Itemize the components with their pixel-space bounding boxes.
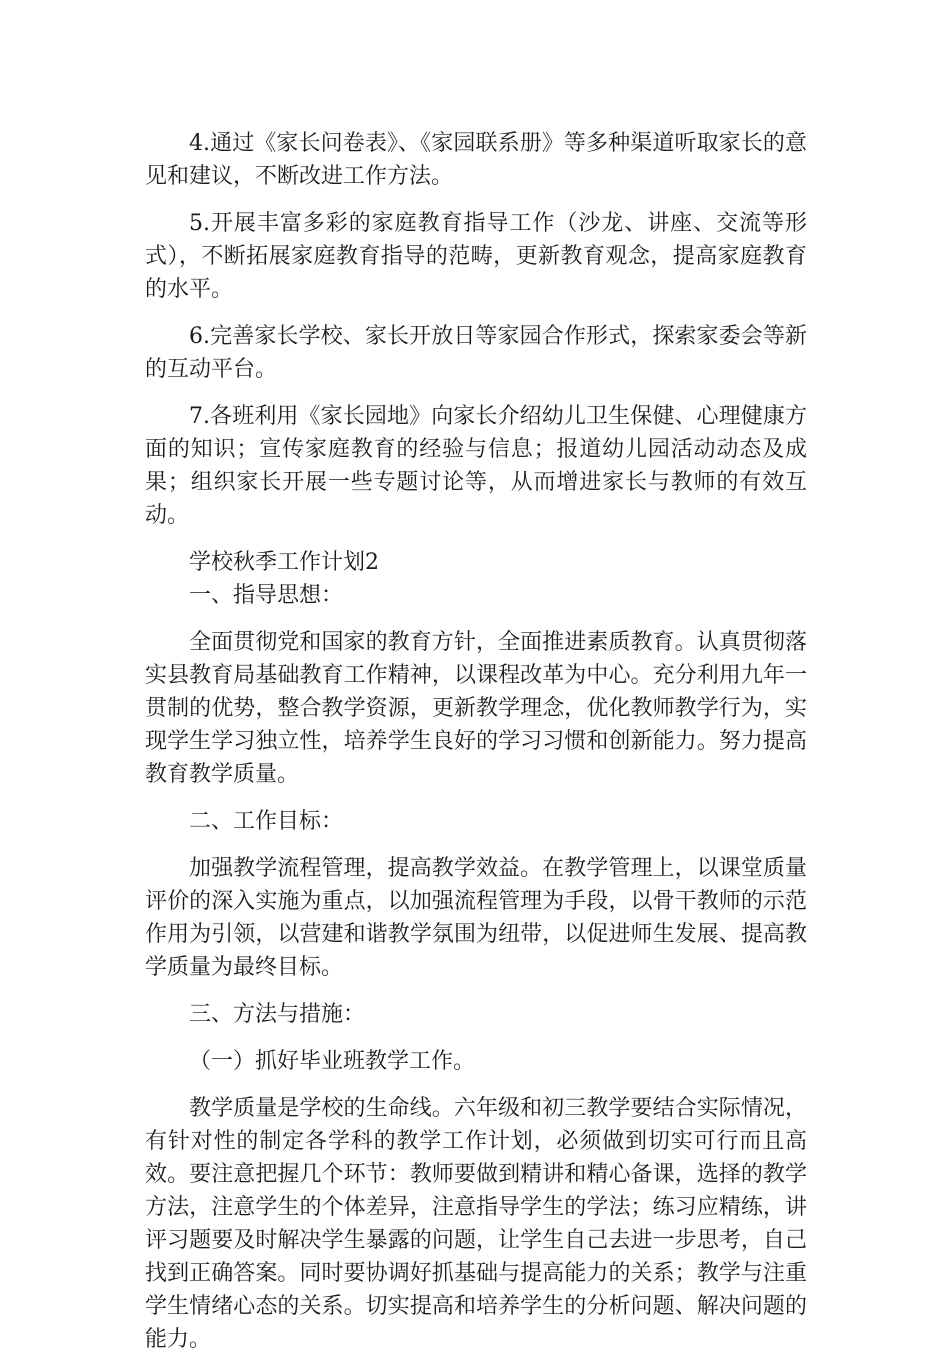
section-title: 学校秋季工作计划2 <box>189 550 379 575</box>
paragraph-item-6: 6.完善家长学校、家长开放日等家园合作形式，探索家委会等新的互动平台。 <box>145 324 807 382</box>
heading-methods-measures: 三、方法与措施： <box>189 1002 366 1027</box>
heading-guiding-ideology: 一、指导思想： <box>189 583 344 608</box>
paragraph-item-4: 4.通过《家长问卷表》、《家园联系册》等多种渠道听取家长的意见和建议，不断改进工作方法。 <box>145 131 807 189</box>
document-page <box>145 127 807 1370</box>
paragraph-guiding-ideology: 全面贯彻党和国家的教育方针，全面推进素质教育。认真贯彻落实县教育局基础教育工作精神，以课程改革为中心。充分利用九年一贯制的优势，整合教学资源，更新教学理念，优化教师教学行为，实现学生学习独立性，培养学生良好的学习习惯和创新能力。努力提高教育教学质量。 <box>145 630 807 787</box>
paragraph-graduating-classes: 教学质量是学校的生命线。六年级和初三教学要结合实际情况，有针对性的制定各学科的教学工作计划，必须做到切实可行而且高效。要注意把握几个环节：教师要做到精讲和精心备课，选择的教学方法，注意学生的个体差异，注意指导学生的学法；练习应精练，讲评习题要及时解决学生暴露的问题，让学生自己去进一步思考，自己找到正确答案。同时要协调好抓基础与提高能力的关系；教学与注重学生情绪心态的关系。切实提高和培养学生的分析问题、解决问题的能力。 <box>145 1096 807 1352</box>
heading-graduating-classes: （一）抓好毕业班教学工作。 <box>189 1049 476 1074</box>
paragraph-item-5: 5.开展丰富多彩的家庭教育指导工作（沙龙、讲座、交流等形式），不断拓展家庭教育指导的范畴，更新教育观念，提高家庭教育的水平。 <box>145 211 807 302</box>
heading-work-goals: 二、工作目标： <box>189 809 344 834</box>
paragraph-work-goals: 加强教学流程管理，提高教学效益。在教学管理上，以课堂质量评价的深入实施为重点，以加强流程管理为手段，以骨干教师的示范作用为引领，以营建和谐教学氛围为纽带，以促进师生发展、提高教学质量为最终目标。 <box>145 856 807 980</box>
paragraph-item-7: 7.各班利用《家长园地》向家长介绍幼儿卫生保健、心理健康方面的知识；宣传家庭教育的经验与信息；报道幼儿园活动动态及成果；组织家长开展一些专题讨论等，从而增进家长与教师的有效互动。 <box>145 404 807 528</box>
